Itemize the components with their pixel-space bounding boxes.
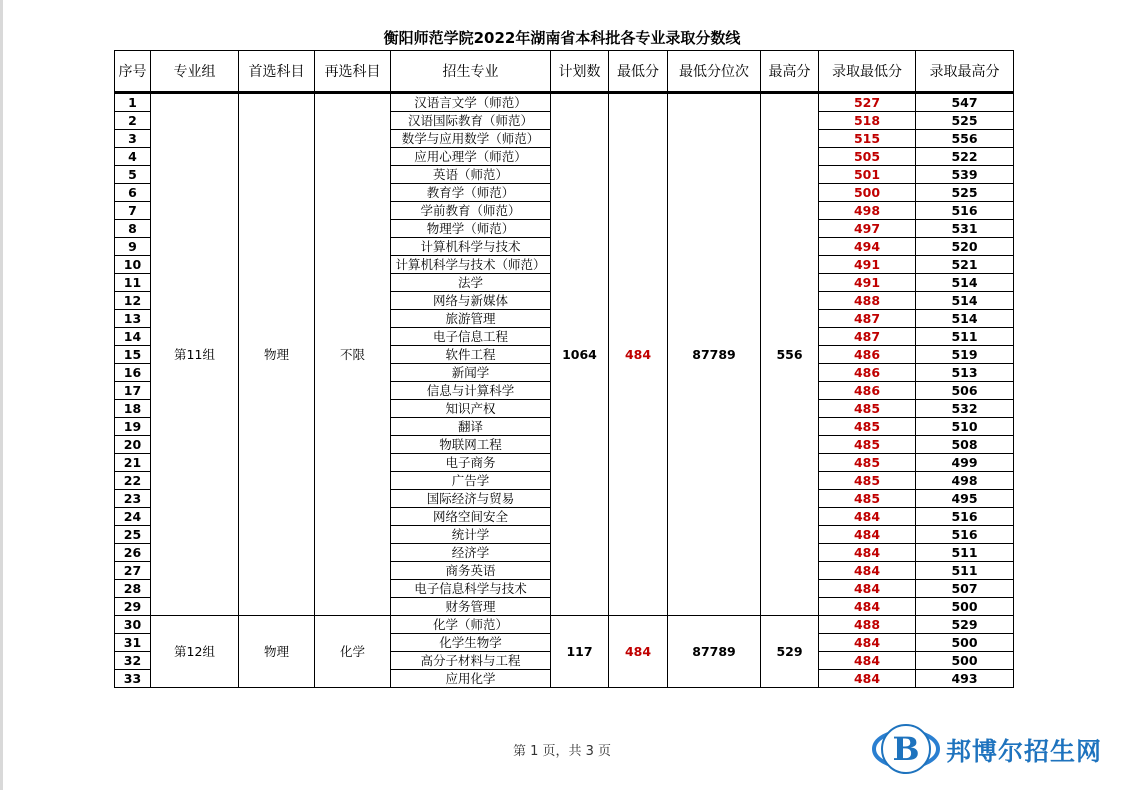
major-name: 教育学（师范） [391, 184, 551, 202]
row-number: 8 [115, 220, 151, 238]
row-number: 16 [115, 364, 151, 382]
row-number: 4 [115, 148, 151, 166]
major-name: 高分子材料与工程 [391, 652, 551, 670]
admission-max-score: 506 [916, 382, 1014, 400]
row-number: 21 [115, 454, 151, 472]
admission-max-score: 539 [916, 166, 1014, 184]
major-name: 软件工程 [391, 346, 551, 364]
row-number: 13 [115, 310, 151, 328]
major-name: 经济学 [391, 544, 551, 562]
admission-max-score: 500 [916, 598, 1014, 616]
major-name: 应用心理学（师范） [391, 148, 551, 166]
second-subject: 不限 [315, 93, 391, 616]
admission-min-score: 491 [819, 274, 916, 292]
row-number: 11 [115, 274, 151, 292]
group-min-score: 484 [609, 616, 668, 688]
row-number: 19 [115, 418, 151, 436]
row-number: 5 [115, 166, 151, 184]
major-name: 商务英语 [391, 562, 551, 580]
row-number: 24 [115, 508, 151, 526]
column-header: 招生专业 [391, 51, 551, 93]
min-score-rank: 87789 [668, 616, 761, 688]
row-number: 2 [115, 112, 151, 130]
admission-max-score: 519 [916, 346, 1014, 364]
row-number: 27 [115, 562, 151, 580]
admission-max-score: 511 [916, 328, 1014, 346]
row-number: 20 [115, 436, 151, 454]
table-body [115, 93, 1014, 688]
major-name: 电子信息科学与技术 [391, 580, 551, 598]
table-row [115, 616, 1014, 634]
admission-max-score: 495 [916, 490, 1014, 508]
row-number: 7 [115, 202, 151, 220]
admission-max-score: 511 [916, 544, 1014, 562]
row-number: 18 [115, 400, 151, 418]
major-name: 应用化学 [391, 670, 551, 688]
column-header: 序号 [115, 51, 151, 93]
column-header: 首选科目 [239, 51, 315, 93]
major-name: 广告学 [391, 472, 551, 490]
admission-max-score: 500 [916, 652, 1014, 670]
row-number: 23 [115, 490, 151, 508]
group-min-score: 484 [609, 93, 668, 616]
table-header-row [115, 51, 1014, 93]
admission-min-score: 497 [819, 220, 916, 238]
admission-max-score: 529 [916, 616, 1014, 634]
major-name: 网络与新媒体 [391, 292, 551, 310]
admission-min-score: 488 [819, 616, 916, 634]
column-header: 再选科目 [315, 51, 391, 93]
admission-min-score: 484 [819, 508, 916, 526]
admission-min-score: 491 [819, 256, 916, 274]
admission-max-score: 556 [916, 130, 1014, 148]
row-number: 28 [115, 580, 151, 598]
min-score-rank: 87789 [668, 93, 761, 616]
watermark-logo-icon [872, 722, 940, 776]
admission-min-score: 527 [819, 93, 916, 112]
group-max-score: 529 [761, 616, 819, 688]
admission-max-score: 547 [916, 93, 1014, 112]
admission-min-score: 485 [819, 436, 916, 454]
admission-max-score: 531 [916, 220, 1014, 238]
admission-min-score: 484 [819, 562, 916, 580]
svg-text:B: B [892, 730, 920, 768]
admission-min-score: 486 [819, 346, 916, 364]
major-name: 新闻学 [391, 364, 551, 382]
major-name: 统计学 [391, 526, 551, 544]
admission-min-score: 500 [819, 184, 916, 202]
admission-min-score: 486 [819, 382, 916, 400]
major-name: 旅游管理 [391, 310, 551, 328]
major-name: 化学生物学 [391, 634, 551, 652]
admission-max-score: 513 [916, 364, 1014, 382]
major-name: 法学 [391, 274, 551, 292]
admission-max-score: 507 [916, 580, 1014, 598]
admission-max-score: 525 [916, 112, 1014, 130]
major-name: 电子商务 [391, 454, 551, 472]
admission-max-score: 516 [916, 526, 1014, 544]
row-number: 25 [115, 526, 151, 544]
row-number: 9 [115, 238, 151, 256]
major-name: 学前教育（师范） [391, 202, 551, 220]
row-number: 17 [115, 382, 151, 400]
admission-max-score: 514 [916, 274, 1014, 292]
major-name: 汉语国际教育（师范） [391, 112, 551, 130]
admission-max-score: 493 [916, 670, 1014, 688]
row-number: 1 [115, 93, 151, 112]
major-name: 汉语言文学（师范） [391, 93, 551, 112]
first-subject: 物理 [239, 93, 315, 616]
row-number: 29 [115, 598, 151, 616]
column-header: 专业组 [151, 51, 239, 93]
column-header: 计划数 [551, 51, 609, 93]
admission-min-score: 494 [819, 238, 916, 256]
watermark-text: 邦博尔招生网 [946, 737, 1103, 766]
document-title: 衡阳师范学院2022年湖南省本科批各专业录取分数线 [383, 29, 741, 47]
admission-max-score: 499 [916, 454, 1014, 472]
admission-min-score: 501 [819, 166, 916, 184]
admission-min-score: 488 [819, 292, 916, 310]
admission-max-score: 516 [916, 508, 1014, 526]
row-number: 30 [115, 616, 151, 634]
admission-min-score: 498 [819, 202, 916, 220]
admission-max-score: 520 [916, 238, 1014, 256]
major-name: 网络空间安全 [391, 508, 551, 526]
admission-max-score: 521 [916, 256, 1014, 274]
plan-count: 1064 [551, 93, 609, 616]
major-name: 物联网工程 [391, 436, 551, 454]
admission-min-score: 505 [819, 148, 916, 166]
row-number: 32 [115, 652, 151, 670]
major-name: 英语（师范） [391, 166, 551, 184]
admission-min-score: 487 [819, 310, 916, 328]
major-group: 第11组 [151, 93, 239, 616]
column-header: 录取最高分 [916, 51, 1014, 93]
admission-min-score: 485 [819, 400, 916, 418]
admission-min-score: 484 [819, 526, 916, 544]
admission-max-score: 522 [916, 148, 1014, 166]
page-footer: 第 1 页，共 3 页 [512, 744, 612, 759]
major-name: 信息与计算科学 [391, 382, 551, 400]
watermark [872, 722, 1112, 778]
admission-score-table [114, 50, 1014, 688]
admission-min-score: 484 [819, 580, 916, 598]
row-number: 33 [115, 670, 151, 688]
admission-max-score: 500 [916, 634, 1014, 652]
admission-max-score: 532 [916, 400, 1014, 418]
column-header: 最高分 [761, 51, 819, 93]
admission-min-score: 485 [819, 454, 916, 472]
row-number: 31 [115, 634, 151, 652]
major-name: 计算机科学与技术 [391, 238, 551, 256]
admission-min-score: 485 [819, 418, 916, 436]
group-max-score: 556 [761, 93, 819, 616]
admission-max-score: 516 [916, 202, 1014, 220]
major-name: 电子信息工程 [391, 328, 551, 346]
admission-max-score: 514 [916, 310, 1014, 328]
admission-max-score: 514 [916, 292, 1014, 310]
row-number: 26 [115, 544, 151, 562]
major-name: 财务管理 [391, 598, 551, 616]
major-name: 计算机科学与技术（师范） [391, 256, 551, 274]
row-number: 15 [115, 346, 151, 364]
admission-max-score: 510 [916, 418, 1014, 436]
admission-min-score: 515 [819, 130, 916, 148]
major-name: 国际经济与贸易 [391, 490, 551, 508]
major-name: 数学与应用数学（师范） [391, 130, 551, 148]
row-number: 12 [115, 292, 151, 310]
admission-max-score: 498 [916, 472, 1014, 490]
row-number: 6 [115, 184, 151, 202]
admission-min-score: 484 [819, 670, 916, 688]
admission-min-score: 487 [819, 328, 916, 346]
major-group: 第12组 [151, 616, 239, 688]
admission-min-score: 486 [819, 364, 916, 382]
admission-max-score: 508 [916, 436, 1014, 454]
row-number: 10 [115, 256, 151, 274]
admission-min-score: 518 [819, 112, 916, 130]
major-name: 翻译 [391, 418, 551, 436]
admission-min-score: 484 [819, 652, 916, 670]
admission-min-score: 485 [819, 490, 916, 508]
admission-min-score: 485 [819, 472, 916, 490]
major-name: 化学（师范） [391, 616, 551, 634]
admission-min-score: 484 [819, 544, 916, 562]
major-name: 物理学（师范） [391, 220, 551, 238]
admission-max-score: 511 [916, 562, 1014, 580]
row-number: 14 [115, 328, 151, 346]
row-number: 3 [115, 130, 151, 148]
column-header: 最低分位次 [668, 51, 761, 93]
row-number: 22 [115, 472, 151, 490]
admission-max-score: 525 [916, 184, 1014, 202]
admission-min-score: 484 [819, 598, 916, 616]
admission-min-score: 484 [819, 634, 916, 652]
page-left-edge [0, 0, 3, 790]
major-name: 知识产权 [391, 400, 551, 418]
first-subject: 物理 [239, 616, 315, 688]
column-header: 录取最低分 [819, 51, 916, 93]
second-subject: 化学 [315, 616, 391, 688]
plan-count: 117 [551, 616, 609, 688]
table-row [115, 93, 1014, 112]
column-header: 最低分 [609, 51, 668, 93]
